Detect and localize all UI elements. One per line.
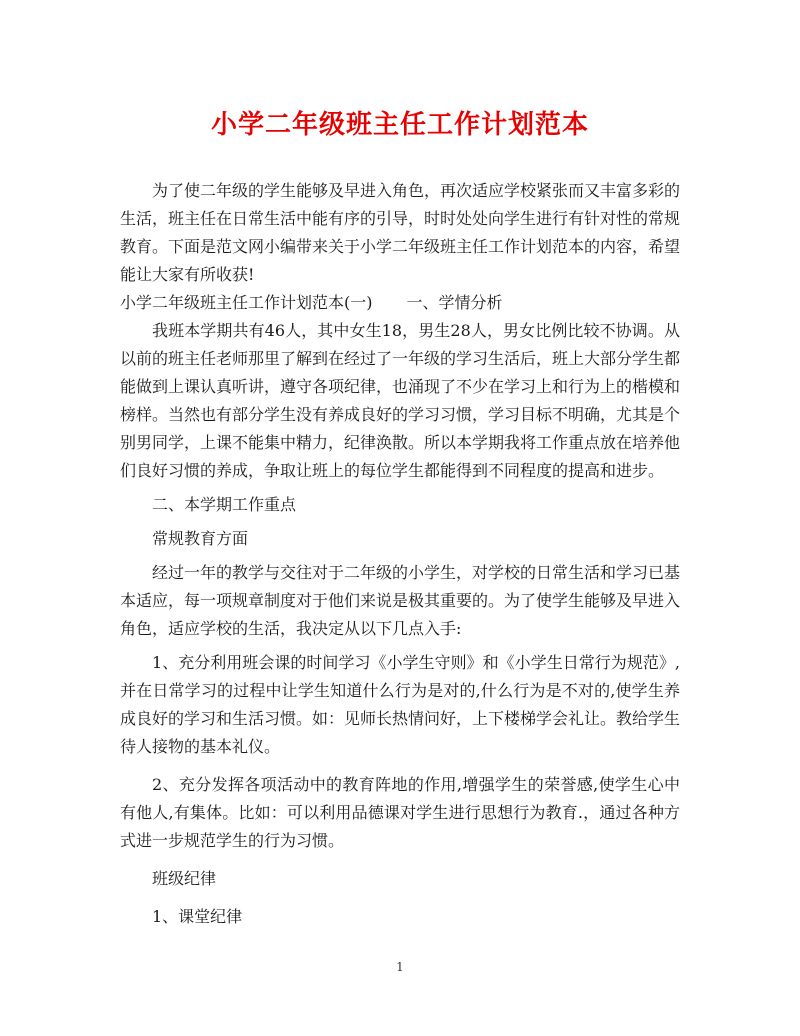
discipline-subheading: 班级纪律 <box>152 869 217 888</box>
part1-heading: 一、学情分析 <box>406 293 503 312</box>
discipline-point-1: 1、课堂纪律 <box>152 907 243 926</box>
page-number: 1 <box>396 960 404 974</box>
section-heading-line <box>120 289 680 317</box>
part1-paragraph: 我班本学期共有46人，其中女生18，男生28人，男女比例比较不协调。从以前的班主任老师那里了解到在经过了一年级的学习生活后，班上大部分学生都能做到上课认真听讲，遵守各项纪律，也涌现了不少在学习上和行为上的楷模和榜样。当然也有部分学生没有养成良好的学习习惯，学习目标不明确，尤其是个别男同学，上课不能集中精力，纪律涣散。所以本学期我将工作重点放在培养他们良好习惯的养成，争取让班上的每位学生都能得到不同程度的提高和进步。 <box>120 321 681 480</box>
routine-paragraph: 经过一年的教学与交往对于二年级的小学生，对学校的日常生活和学习已基本适应，每一项规章制度对于他们来说是极其重要的。为了使学生能够及早进入角色，适应学校的生活，我决定从以下几点入手: <box>120 563 681 638</box>
part2-heading: 二、本学期工作重点 <box>152 495 297 514</box>
routine-point-1: 1、充分利用班会课的时间学习《小学生守则》和《小学生日常行为规范》,并在日常学习的过程中让学生知道什么行为是对的,什么行为是不对的,使学生养成良好的学习和生活习惯。如：见师长热情问好，上下楼梯学会礼让。教给学生待人接物的基本礼仪。 <box>120 653 681 756</box>
routine-subheading: 常规教育方面 <box>152 529 249 548</box>
routine-point-2: 2、充分发挥各项活动中的教育阵地的作用,增强学生的荣誉感,使学生心中有他人,有集体。比如：可以利用品德课对学生进行思想行为教育.，通过各种方式进一步规范学生的行为习惯。 <box>120 775 680 850</box>
document-body <box>120 177 680 931</box>
section-heading: 小学二年级班主任工作计划范本(一) <box>120 293 373 312</box>
document-title: 小学二年级班主任工作计划范本 <box>210 110 589 140</box>
intro-paragraph: 为了使二年级的学生能够及早进入角色，再次适应学校紧张而又丰富多彩的生活，班主任在日常生活中能有序的引导，时时处处向学生进行有针对性的常规教育。下面是范文网小编带来关于小学二年级班主任工作计划范本的内容，希望能让大家有所收获! <box>120 181 681 284</box>
